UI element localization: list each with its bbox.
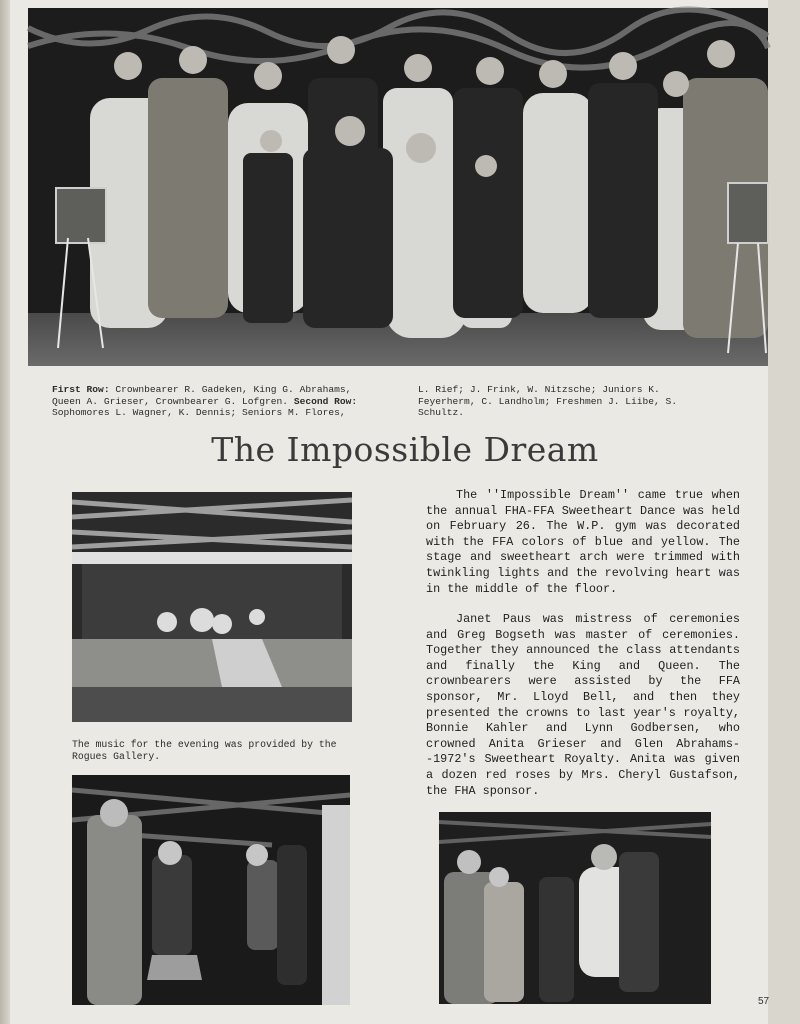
- article-paragraph-1: [426, 488, 740, 597]
- royalty-caption-right: [418, 384, 718, 419]
- dancing-couples-photo: [72, 775, 350, 1005]
- first-row-label: First Row:: [52, 384, 110, 395]
- yearbook-page: [10, 0, 768, 1024]
- page-title: The Impossible Dream: [211, 430, 599, 469]
- stage-photo-caption: The music for the evening was provided by the Rogues Gallery.: [72, 739, 337, 762]
- paragraph-1-text: The ''Impossible Dream'' came true when the annual FHA-FFA Sweetheart Dance was held on February 26. The W.P. gym was decorated with the FFA colors of blue and yellow. The stage and sweetheart arch were trimmed with twinkling lights and the revolving heart was in the middle of the floor.: [426, 488, 740, 596]
- second-row-label: Second Row:: [293, 395, 358, 407]
- royalty-dance-photo: [439, 812, 711, 1004]
- article-paragraph-2: [426, 612, 740, 799]
- caption-continued: L. Rief; J. Frink, W. Nitzsche; Juniors K. Feyerherm, C. Landholm; Freshmen J. Liibe, S. Schultz.: [418, 384, 678, 418]
- royalty-caption-left: [52, 384, 377, 419]
- page-number: 57: [758, 996, 770, 1007]
- royalty-group-photo: [28, 8, 768, 366]
- first-row-names: Crownbearer R. Gadeken, King G. Abrahams, Queen A. Grieser, Crownbearer G. Lofgren.: [52, 384, 352, 407]
- stage-photo: [72, 492, 352, 722]
- paragraph-2-text: Janet Paus was mistress of ceremonies and Greg Bogseth was master of ceremonies. Together they announced the class attendants and finally the King and Queen. The crownbearers were assisted by the FFA sponsor, Mr. Lloyd Bell, and then they presented the crowns to last year's royalty, Bonnie Kahler and Lynn Godbersen, who crowned Anita Grieser and Glen Abrahams--1972's Sweetheart Royalty. Anita was given a dozen red roses by Mrs. Cheryl Gustafson, the FHA sponsor.: [426, 612, 740, 798]
- second-row-names: Sophomores L. Wagner, K. Dennis; Seniors M. Flores,: [52, 407, 346, 418]
